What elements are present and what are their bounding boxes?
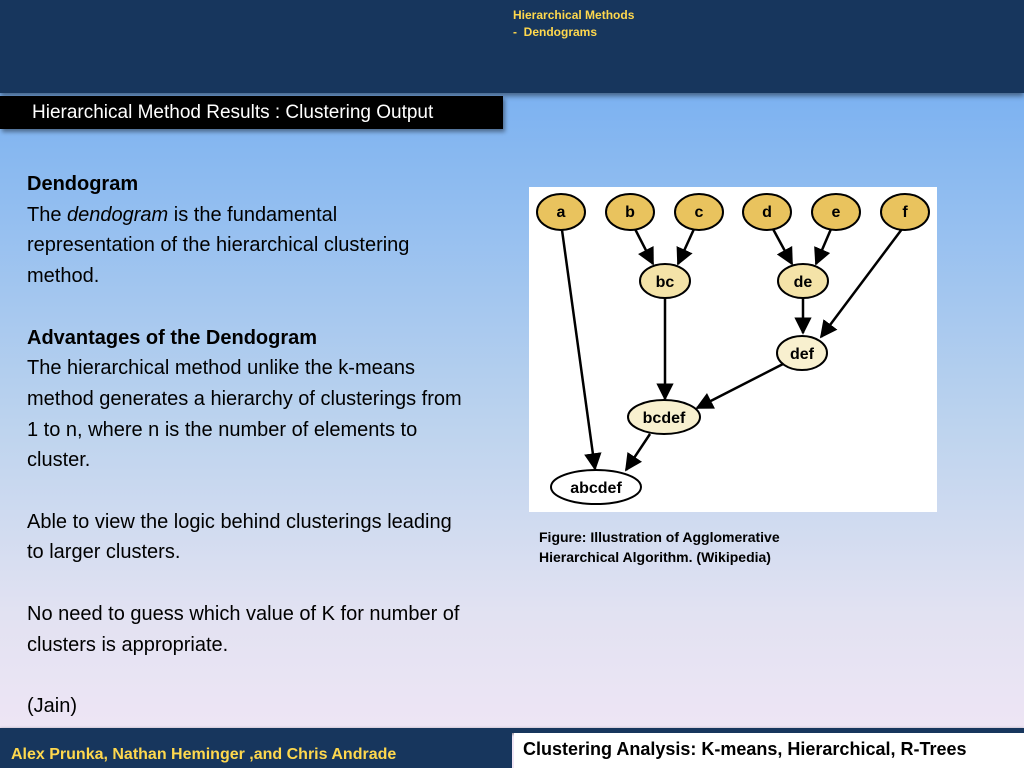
- breadcrumb: [513, 7, 634, 41]
- edge-def-bcdef: [697, 364, 783, 408]
- node-def: [777, 336, 827, 370]
- breadcrumb-line-1: Hierarchical Methods: [513, 8, 635, 22]
- spacer: [27, 568, 467, 599]
- edge-bcdef-abcdef: [626, 434, 650, 470]
- text-pre: The: [27, 203, 68, 226]
- svg-text:abcdef: abcdef: [570, 480, 622, 497]
- svg-text:e: e: [831, 204, 841, 221]
- edge-d-de: [773, 229, 792, 264]
- section-heading-dendogram: Dendogram: [27, 173, 139, 195]
- node-bc: [640, 264, 690, 298]
- edge-e-de: [816, 229, 831, 264]
- svg-text:d: d: [762, 204, 772, 221]
- svg-text:de: de: [793, 274, 813, 291]
- edges: [562, 229, 902, 470]
- node-de: [778, 264, 828, 298]
- section-heading-advantages: Advantages of the Dendogram: [27, 326, 318, 349]
- footer-course-title: Clustering Analysis: K-means, Hierarchical, R-Trees: [514, 733, 1024, 768]
- slide-body: [27, 169, 467, 722]
- node-abcdef: [551, 470, 641, 504]
- point-logic: Able to view the logic behind clusterings leading to larger clusters.: [27, 510, 452, 564]
- node-b: [606, 194, 654, 230]
- spacer: [27, 292, 467, 323]
- text-post: is the fundamental representation of the hierarchical clustering method.: [27, 203, 410, 288]
- node-f: [881, 194, 929, 230]
- spacer: [27, 660, 467, 691]
- node-e: [812, 194, 860, 230]
- point-k-value: No need to guess which value of K for number of clusters is appropriate.: [27, 602, 460, 656]
- edge-b-bc: [635, 229, 653, 264]
- section-text-dendogram: [27, 200, 467, 292]
- citation: (Jain): [27, 694, 78, 717]
- slide-title: Hierarchical Method Results : Clustering Output: [0, 96, 503, 129]
- header-band: [0, 0, 1024, 93]
- dendogram-figure: [529, 187, 937, 512]
- svg-text:bc: bc: [655, 274, 675, 291]
- edge-c-bc: [678, 229, 694, 264]
- section-text-advantages: The hierarchical method unlike the k-means method generates a hierarchy of clusterings from 1 to n, where n is the number of elements to cluster.: [27, 357, 462, 472]
- dendogram-diagram: [529, 187, 937, 512]
- svg-text:f: f: [902, 204, 908, 221]
- spacer: [27, 476, 467, 507]
- edge-f-def: [821, 229, 902, 337]
- node-c: [675, 194, 723, 230]
- svg-text:a: a: [556, 204, 566, 221]
- svg-text:bcdef: bcdef: [642, 410, 686, 427]
- nodes: [537, 194, 929, 504]
- text-emphasis: dendogram: [67, 203, 169, 226]
- svg-text:def: def: [790, 346, 814, 363]
- footer-authors: Alex Prunka, Nathan Heminger ,and Chris Andrade: [0, 733, 512, 768]
- svg-text:c: c: [694, 204, 704, 221]
- node-bcdef: [628, 400, 700, 434]
- node-a: [537, 194, 585, 230]
- svg-text:b: b: [625, 204, 635, 221]
- figure-caption: Figure: Illustration of Agglomerative Hierarchical Algorithm. (Wikipedia): [539, 529, 780, 565]
- edge-a-abcdef: [562, 230, 595, 469]
- breadcrumb-line-2: - Dendograms: [513, 25, 598, 39]
- node-d: [743, 194, 791, 230]
